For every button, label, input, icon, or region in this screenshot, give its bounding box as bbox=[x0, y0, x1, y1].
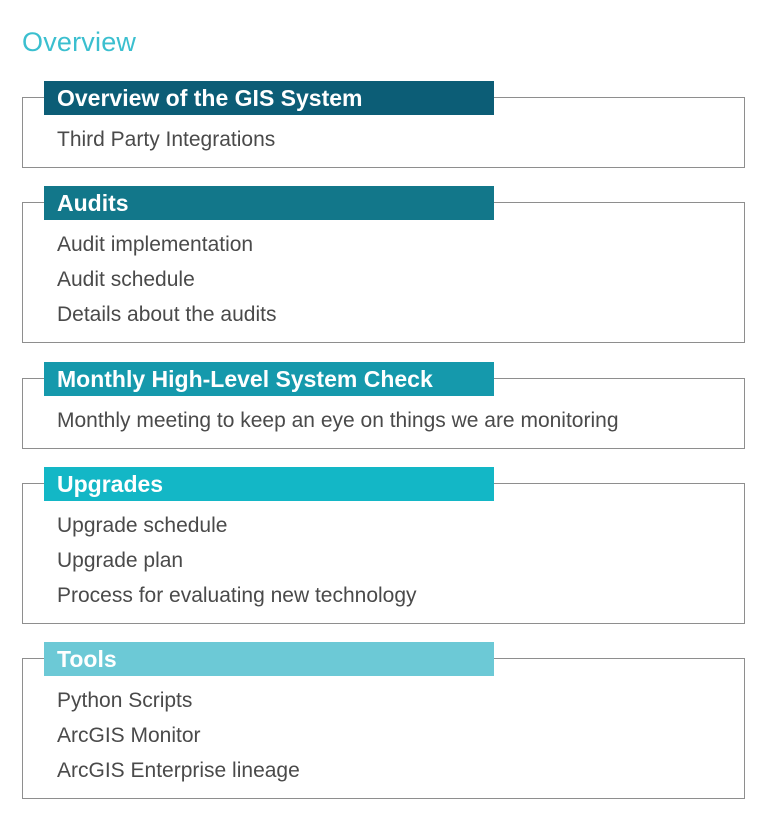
section-item-list bbox=[57, 122, 275, 157]
section-upgrades bbox=[22, 471, 745, 624]
list-item: Upgrade plan bbox=[57, 549, 184, 572]
section-monthly-system-check bbox=[22, 366, 745, 449]
list-item: Audit schedule bbox=[57, 268, 195, 291]
section-header: Upgrades bbox=[44, 467, 494, 501]
section-header: Overview of the GIS System bbox=[44, 81, 494, 115]
list-item: ArcGIS Monitor bbox=[57, 724, 201, 747]
section-item-list bbox=[57, 403, 619, 438]
list-item: Python Scripts bbox=[57, 689, 193, 712]
section-item-list bbox=[57, 683, 300, 788]
section-overview-of-gis-system bbox=[22, 85, 745, 168]
section-audits bbox=[22, 190, 745, 343]
list-item: Monthly meeting to keep an eye on things we are monitoring bbox=[57, 409, 619, 432]
page-title: Overview bbox=[22, 27, 137, 57]
list-item: Audit implementation bbox=[57, 233, 254, 256]
list-item: Third Party Integrations bbox=[57, 128, 276, 151]
list-item: Upgrade schedule bbox=[57, 514, 228, 537]
section-tools bbox=[22, 646, 745, 799]
section-header: Tools bbox=[44, 642, 494, 676]
list-item: Details about the audits bbox=[57, 303, 277, 326]
section-header: Audits bbox=[44, 186, 494, 220]
list-item: Process for evaluating new technology bbox=[57, 584, 417, 607]
list-item: ArcGIS Enterprise lineage bbox=[57, 759, 300, 782]
section-item-list bbox=[57, 508, 417, 613]
section-header: Monthly High-Level System Check bbox=[44, 362, 494, 396]
section-item-list bbox=[57, 227, 276, 332]
